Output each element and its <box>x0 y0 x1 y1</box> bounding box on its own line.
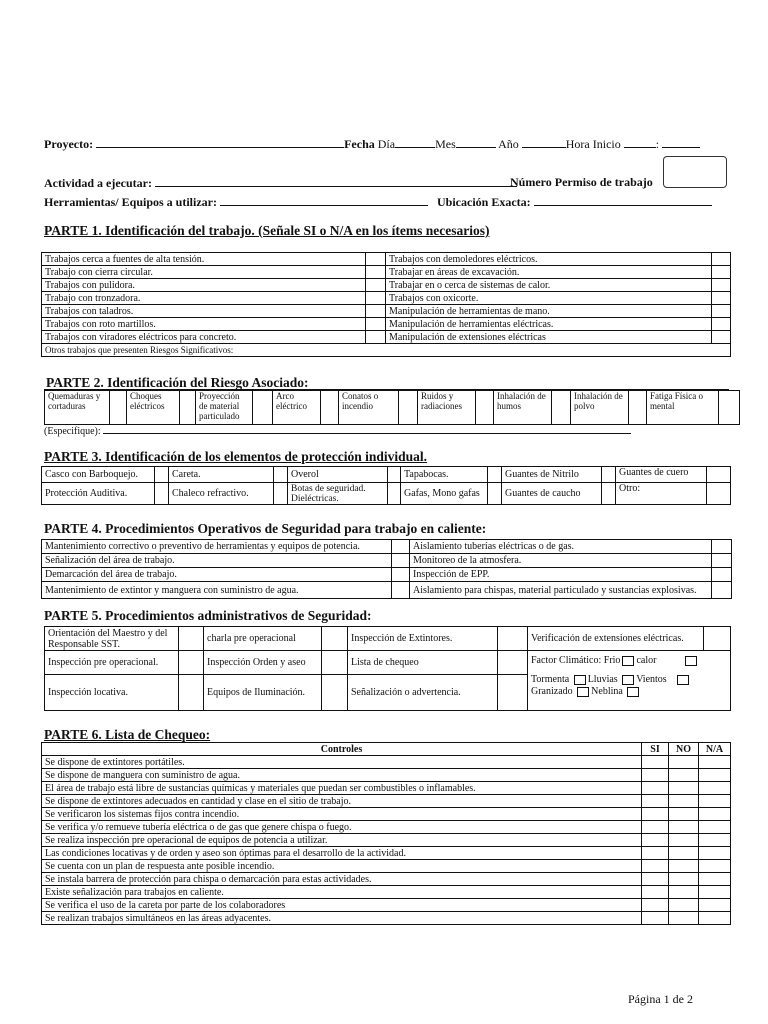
checklist-row <box>42 899 731 912</box>
checklist-row <box>42 834 731 847</box>
parte1-item: Trabajar en o cerca de sistemas de calor. <box>386 279 712 292</box>
checklist-control: Se dispone de extintores adecuados en cantidad y clase en el sitio de trabajo. <box>42 795 642 808</box>
parte1-item: Trabajos con oxicorte. <box>386 292 712 305</box>
parte3-item: Gafas, Mono gafas <box>401 483 488 505</box>
checklist-si[interactable] <box>642 821 669 834</box>
parte4-item: Aislamiento tuberías eléctricas o de gas. <box>410 540 712 554</box>
checklist-no[interactable] <box>669 873 699 886</box>
parte3-item: Tapabocas. <box>401 467 488 483</box>
parte4-item: Señalización del área de trabajo. <box>42 554 392 568</box>
parte2-check[interactable] <box>719 391 740 425</box>
checklist-si[interactable] <box>642 834 669 847</box>
parte4-check[interactable] <box>392 568 410 582</box>
parte4-item: Aislamiento para chispas, material particulado y sustancias explosivas. <box>410 582 712 599</box>
parte1-row <box>42 318 731 331</box>
checklist-si[interactable] <box>642 873 669 886</box>
clima-vientos-label: Vientos <box>636 674 667 685</box>
parte4-check[interactable] <box>392 540 410 554</box>
checklist-si[interactable] <box>642 899 669 912</box>
parte3-item: Careta. <box>169 467 274 483</box>
herramientas-label: Herramientas/ Equipos a utilizar: <box>44 195 217 209</box>
parte3-item: Guantes de Nitrilo <box>502 467 602 483</box>
na-header: N/A <box>699 743 731 756</box>
checklist-no[interactable] <box>669 860 699 873</box>
checklist-si[interactable] <box>642 756 669 769</box>
parte3-check[interactable] <box>274 467 288 483</box>
parte1-check[interactable] <box>366 266 386 279</box>
parte2-check[interactable] <box>180 391 196 425</box>
checklist-no[interactable] <box>669 821 699 834</box>
especifique-field[interactable] <box>103 425 631 434</box>
parte1-row <box>42 279 731 292</box>
checklist-row <box>42 808 731 821</box>
parte2-check[interactable] <box>552 391 571 425</box>
mes-label: Mes <box>435 137 456 151</box>
clima-granizado-label: Granizado <box>531 686 573 697</box>
checklist-na[interactable] <box>699 912 731 925</box>
checklist-no[interactable] <box>669 795 699 808</box>
parte3-item: Guantes de caucho <box>502 483 602 505</box>
dia-label: Día <box>377 137 396 151</box>
checklist-no[interactable] <box>669 834 699 847</box>
parte3-item: Otro: <box>616 483 707 505</box>
checklist-control: Existe señalización para trabajos en caliente. <box>42 886 642 899</box>
no-header: NO <box>669 743 699 756</box>
p5-check[interactable] <box>498 627 528 651</box>
parte1-item: Trabajar en áreas de excavación. <box>386 266 712 279</box>
parte1-otros[interactable]: Otros trabajos que presenten Riesgos Significativos: <box>42 344 731 357</box>
parte4-check[interactable] <box>712 568 732 582</box>
anio-label: Año <box>498 137 519 151</box>
p5-check[interactable] <box>179 675 204 711</box>
parte1-title: PARTE 1. Identificación del trabajo. (Señale SI o N/A en los ítems necesarios) <box>44 223 490 238</box>
parte3-check[interactable] <box>155 483 169 505</box>
parte6-title: PARTE 6. Lista de Chequeo: <box>44 727 211 742</box>
fecha-label: Fecha <box>344 137 375 151</box>
checklist-no[interactable] <box>669 782 699 795</box>
parte2-risk: Inhalación de polvo <box>571 391 629 425</box>
clima-neblina-label: Neblina <box>591 686 623 697</box>
checklist-row <box>42 912 731 925</box>
ubicacion-label: Ubicación Exacta: <box>437 195 531 209</box>
checklist-na[interactable] <box>699 821 731 834</box>
checklist-control: Se dispone de extintores portátiles. <box>42 756 642 769</box>
parte3-check[interactable] <box>388 467 401 483</box>
hora-separator: : <box>655 137 660 151</box>
dia-field[interactable] <box>395 136 435 148</box>
checklist-si[interactable] <box>642 795 669 808</box>
parte2-check[interactable] <box>253 391 273 425</box>
checklist-no[interactable] <box>669 847 699 860</box>
parte1-row <box>42 253 731 266</box>
parte2-risk: Proyección de material particulado <box>196 391 253 425</box>
parte1-item: Trabajos cerca a fuentes de alta tensión. <box>42 253 366 266</box>
parte5-table <box>44 626 731 711</box>
clima-frio-label: Frio <box>603 655 621 666</box>
parte1-row <box>42 305 731 318</box>
parte2-risk: Arco eléctrico <box>273 391 321 425</box>
page-number: Página 1 de 2 <box>628 992 693 1006</box>
checklist-na[interactable] <box>699 873 731 886</box>
clima-calor-checkbox[interactable] <box>685 656 697 666</box>
parte4-row <box>42 582 732 599</box>
parte2-risk: Quemaduras y cortaduras <box>45 391 110 425</box>
checklist-si[interactable] <box>642 782 669 795</box>
clima-vientos-checkbox[interactable] <box>677 675 689 685</box>
checklist-si[interactable] <box>642 847 669 860</box>
parte1-otros-row <box>42 344 731 357</box>
p5-check[interactable] <box>498 651 528 675</box>
checklist-na[interactable] <box>699 886 731 899</box>
checklist-control: Se verificaron los sistemas fijos contra incendio. <box>42 808 642 821</box>
clima-neblina-checkbox[interactable] <box>627 687 639 697</box>
actividad-field[interactable] <box>155 175 517 187</box>
parte1-check[interactable] <box>366 292 386 305</box>
checklist-na[interactable] <box>699 808 731 821</box>
checklist-na[interactable] <box>699 847 731 860</box>
parte1-item: Trabajos con roto martillos. <box>42 318 366 331</box>
checklist-no[interactable] <box>669 756 699 769</box>
checklist-no[interactable] <box>669 912 699 925</box>
parte4-row <box>42 540 732 554</box>
parte3-item: Overol <box>288 467 388 483</box>
parte3-check[interactable] <box>155 467 169 483</box>
parte1-table <box>41 252 731 357</box>
parte4-check[interactable] <box>712 554 732 568</box>
parte4-item: Mantenimiento de extintor y manguera con suministro de agua. <box>42 582 392 599</box>
mes-field[interactable] <box>456 136 496 148</box>
clima-line-1 <box>531 653 727 668</box>
header-row-1 <box>44 136 700 152</box>
parte2-risk: Fatiga Física o mental <box>647 391 719 425</box>
parte2-check[interactable] <box>629 391 647 425</box>
herramientas-field[interactable] <box>220 194 428 206</box>
parte1-check[interactable] <box>712 253 731 266</box>
checklist-control: Se verifica y/o remueve tubería eléctrica o de gas que genere chispa o fuego. <box>42 821 642 834</box>
parte4-check[interactable] <box>712 540 732 554</box>
checklist-na[interactable] <box>699 860 731 873</box>
p5-check[interactable] <box>704 627 731 651</box>
parte3-check[interactable] <box>602 467 616 483</box>
p5-check[interactable] <box>322 651 348 675</box>
parte4-item: Inspección de EPP. <box>410 568 712 582</box>
parte2-risk: Ruidos y radiaciones <box>418 391 476 425</box>
parte1-check[interactable] <box>712 331 731 344</box>
parte4-item: Mantenimiento correctivo o preventivo de herramientas y equipos de potencia. <box>42 540 392 554</box>
ubicacion-field[interactable] <box>534 194 712 206</box>
parte4-check[interactable] <box>392 582 410 599</box>
parte1-check[interactable] <box>366 279 386 292</box>
checklist-row <box>42 782 731 795</box>
parte2-table <box>44 390 740 425</box>
checklist-na[interactable] <box>699 769 731 782</box>
clima-line-3 <box>531 684 727 699</box>
parte1-check[interactable] <box>712 318 731 331</box>
parte3-table <box>41 466 731 505</box>
checklist-no[interactable] <box>669 886 699 899</box>
parte1-check[interactable] <box>366 318 386 331</box>
checklist-no[interactable] <box>669 808 699 821</box>
especifique-label: (Especifique): <box>44 426 101 437</box>
parte4-row <box>42 568 732 582</box>
parte1-check[interactable] <box>366 305 386 318</box>
parte3-check[interactable] <box>602 483 616 505</box>
checklist-control: Se cuenta con un plan de respuesta ante posible incendio. <box>42 860 642 873</box>
parte1-check[interactable] <box>712 292 731 305</box>
clima-calor-label: calor <box>636 655 657 666</box>
checklist-si[interactable] <box>642 912 669 925</box>
parte4-check[interactable] <box>392 554 410 568</box>
checklist-na[interactable] <box>699 756 731 769</box>
parte1-check[interactable] <box>712 266 731 279</box>
parte4-table <box>41 539 732 599</box>
parte4-row <box>42 554 732 568</box>
parte1-item: Trabajos con taladros. <box>42 305 366 318</box>
proyecto-label: Proyecto: <box>44 137 94 151</box>
p5-item: Equipos de Iluminación. <box>204 675 322 711</box>
parte4-check[interactable] <box>712 582 732 599</box>
checklist-row <box>42 756 731 769</box>
parte3-item: Chaleco refractivo. <box>169 483 274 505</box>
checklist-row <box>42 860 731 873</box>
parte3-item: Guantes de cuero <box>616 467 707 483</box>
parte1-check[interactable] <box>366 253 386 266</box>
parte1-row <box>42 292 731 305</box>
p5-check[interactable] <box>498 675 528 711</box>
parte1-item: Manipulación de herramientas de mano. <box>386 305 712 318</box>
clima-frio-checkbox[interactable] <box>622 656 634 666</box>
permiso-row <box>510 175 653 190</box>
checklist-na[interactable] <box>699 795 731 808</box>
p5-check[interactable] <box>179 627 204 651</box>
parte2-title: PARTE 2. Identificación del Riesgo Asociado: <box>46 375 309 390</box>
parte3-check[interactable] <box>488 483 502 505</box>
parte3-check[interactable] <box>388 483 401 505</box>
parte1-item: Trabajo con tronzadora. <box>42 292 366 305</box>
parte1-item: Manipulación de herramientas eléctricas. <box>386 318 712 331</box>
parte5-title: PARTE 5. Procedimientos administrativos de Seguridad: <box>44 608 372 623</box>
checklist-na[interactable] <box>699 899 731 912</box>
checklist-control: Las condiciones locativas y de orden y aseo son óptimas para el desarrollo de la actividad. <box>42 847 642 860</box>
parte1-item: Trabajo con cierra circular. <box>42 266 366 279</box>
parte1-row <box>42 266 731 279</box>
proyecto-field[interactable] <box>96 136 344 148</box>
p5-check[interactable] <box>322 675 348 711</box>
p5-item: Inspección pre operacional. <box>45 651 179 675</box>
hora-inicio-label: Hora Inicio <box>565 137 621 151</box>
parte1-row <box>42 331 731 344</box>
parte3-title: PARTE 3. Identificación de los elementos de protección individual. <box>44 449 428 464</box>
p5-check[interactable] <box>179 651 204 675</box>
parte3-check[interactable] <box>488 467 502 483</box>
checklist-si[interactable] <box>642 808 669 821</box>
checklist-row <box>42 769 731 782</box>
p5-item: Inspección Orden y aseo <box>204 651 322 675</box>
checklist-control: Se realizan trabajos simultáneos en las áreas adyacentes. <box>42 912 642 925</box>
checklist-control: Se verifica el uso de la careta por parte de los colaboradores <box>42 899 642 912</box>
parte2-check[interactable] <box>476 391 494 425</box>
checklist-control: Se dispone de manguera con suministro de agua. <box>42 769 642 782</box>
controles-header: Controles <box>42 743 642 756</box>
parte4-title: PARTE 4. Procedimientos Operativos de Seguridad para trabajo en caliente: <box>44 521 487 536</box>
checklist-row <box>42 873 731 886</box>
parte3-check[interactable] <box>274 483 288 505</box>
especifique-row <box>44 425 631 437</box>
hora-field[interactable] <box>624 136 656 148</box>
clima-cell <box>528 651 731 711</box>
p5-item: Inspección de Extintores. <box>348 627 498 651</box>
minuto-field[interactable] <box>662 136 700 148</box>
parte3-check[interactable] <box>707 467 731 483</box>
parte3-check[interactable] <box>707 483 731 505</box>
checklist-row <box>42 847 731 860</box>
checklist-na[interactable] <box>699 782 731 795</box>
clima-lluvias-label: Lluvias <box>587 674 618 685</box>
checklist-no[interactable] <box>669 769 699 782</box>
parte2-risk: Conatos o incendio <box>339 391 399 425</box>
checklist-control: Se realiza inspección pre operacional de equipos de potencia a utilizar. <box>42 834 642 847</box>
clima-label: Factor Climático: <box>531 655 602 666</box>
parte3-item: Protección Auditiva. <box>42 483 155 505</box>
parte1-item: Manipulación de extensiones eléctricas <box>386 331 712 344</box>
parte2-risk: Inhalación de humos <box>494 391 552 425</box>
parte6-table <box>41 742 731 925</box>
permiso-label: Número Permiso de trabajo <box>510 175 653 189</box>
checklist-row <box>42 886 731 899</box>
parte2-check[interactable] <box>321 391 339 425</box>
p5-item: Orientación del Maestro y del Responsable SST. <box>45 627 179 651</box>
p5-check[interactable] <box>322 627 348 651</box>
clima-granizado-checkbox[interactable] <box>577 687 589 697</box>
parte1-item: Trabajos con pulidora. <box>42 279 366 292</box>
p5-item: Verificación de extensiones eléctricas. <box>528 627 704 651</box>
parte4-item: Monitoreo de la atmosfera. <box>410 554 712 568</box>
parte4-item: Demarcación del área de trabajo. <box>42 568 392 582</box>
parte2-risk: Choques eléctricos <box>127 391 180 425</box>
checklist-control: El área de trabajo está libre de sustancias químicas y materiales que puedan ser combustibles o inflamables. <box>42 782 642 795</box>
parte2-check[interactable] <box>110 391 127 425</box>
checklist-si[interactable] <box>642 886 669 899</box>
checklist-row <box>42 821 731 834</box>
checklist-no[interactable] <box>669 899 699 912</box>
header-row-2 <box>44 175 517 191</box>
p5-item: charla pre operacional <box>204 627 322 651</box>
anio-field[interactable] <box>522 136 566 148</box>
si-header: SI <box>642 743 669 756</box>
clima-tormenta-label: Tormenta <box>531 674 570 685</box>
checklist-si[interactable] <box>642 769 669 782</box>
parte1-check[interactable] <box>712 279 731 292</box>
parte2-check[interactable] <box>399 391 418 425</box>
parte1-item: Trabajos con demoledores eléctricos. <box>386 253 712 266</box>
header-row-3 <box>44 194 712 210</box>
parte1-item: Trabajos con viradores eléctricos para concreto. <box>42 331 366 344</box>
checklist-row <box>42 795 731 808</box>
checklist-si[interactable] <box>642 860 669 873</box>
permiso-box[interactable] <box>663 156 727 188</box>
parte1-check[interactable] <box>712 305 731 318</box>
parte3-item: Casco con Barboquejo. <box>42 467 155 483</box>
actividad-label: Actividad a ejecutar: <box>44 176 152 190</box>
parte1-check[interactable] <box>366 331 386 344</box>
p5-item: Inspección locativa. <box>45 675 179 711</box>
checklist-na[interactable] <box>699 834 731 847</box>
p5-item: Lista de chequeo <box>348 651 498 675</box>
checklist-control: Se instala barrera de protección para chispa o demarcación para estas actividades. <box>42 873 642 886</box>
parte3-item: Botas de seguridad. Dieléctricas. <box>288 483 388 505</box>
p5-item: Señalización o advertencia. <box>348 675 498 711</box>
